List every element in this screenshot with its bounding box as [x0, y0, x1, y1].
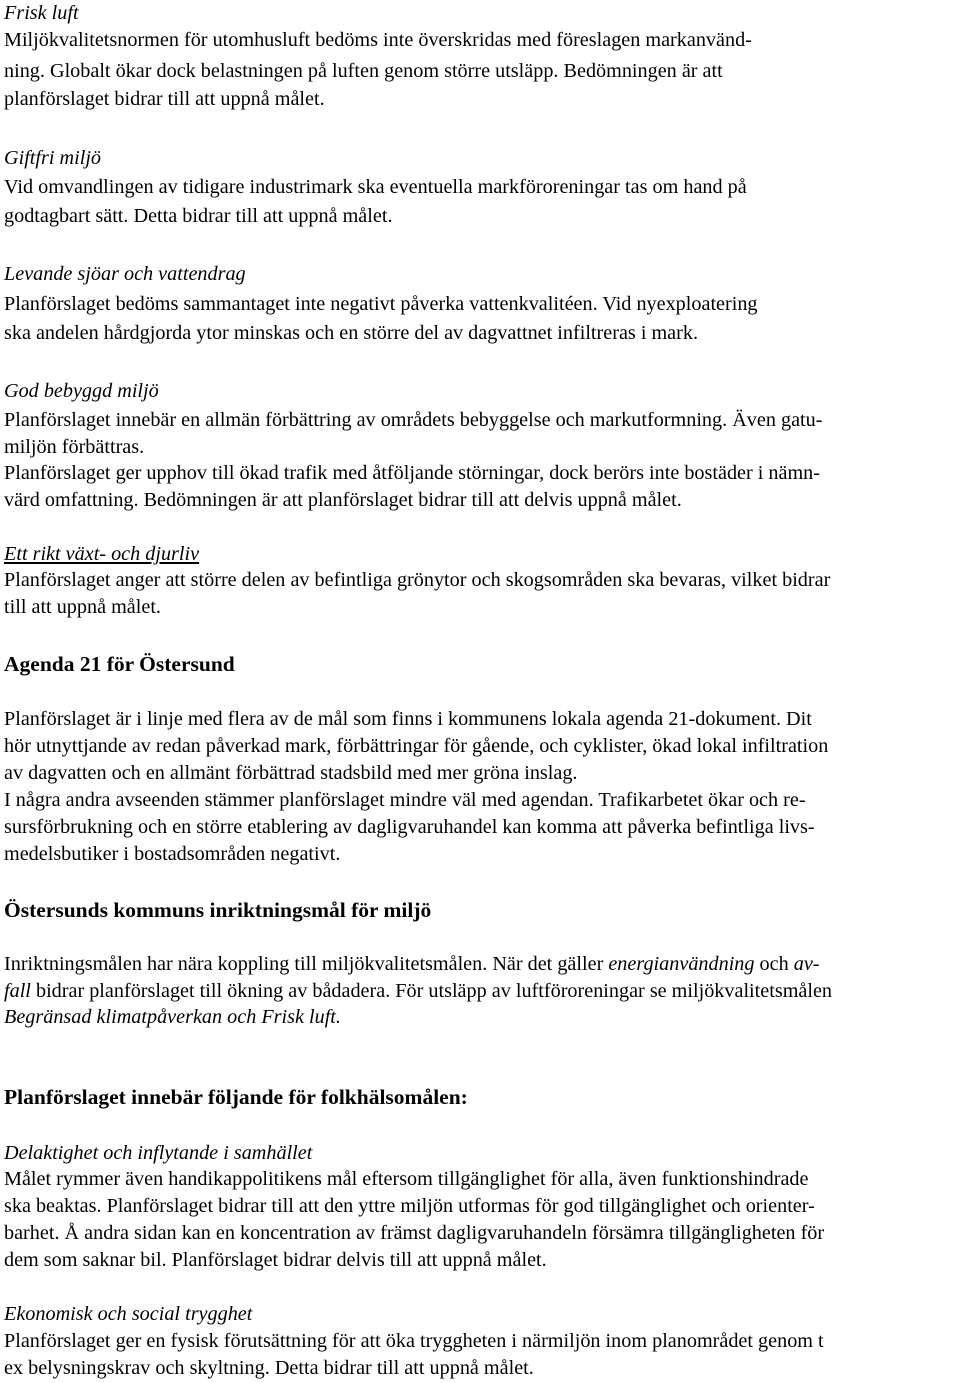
paragraph-line: värd omfattning. Bedömningen är att planförslaget bidrar till att delvis uppnå målet. [4, 489, 682, 511]
paragraph-line: ex belysningskrav och skyltning. Detta bidrar till att uppnå målet. [4, 1357, 534, 1379]
paragraph-line: Planförslaget bedöms sammantaget inte negativt påverka vattenkvalitéen. Vid nyexploatering [4, 293, 758, 315]
paragraph-line: Planförslaget ger upphov till ökad trafik med åtföljande störningar, dock berörs inte bostäder i nämn- [4, 462, 820, 484]
paragraph-line: Planförslaget anger att större delen av befintliga grönytor och skogsområden ska bevaras, vilket bidrar [4, 569, 831, 591]
paragraph-line: medelsbutiker i bostadsområden negativt. [4, 843, 341, 865]
paragraph-line: Planförslaget är i linje med flera av de mål som finns i kommunens lokala agenda 21-dokument. Dit [4, 708, 812, 730]
paragraph-line: Planförslaget ger en fysisk förutsättning för att öka tryggheten i närmiljön inom planområdet genom t [4, 1330, 824, 1352]
text-run: Inriktningsmålen har nära koppling till miljökvalitetsmålen. När det gäller [4, 953, 609, 975]
text-run-italic: energianvändning [608, 953, 755, 975]
paragraph-line: ska beaktas. Planförslaget bidrar till att den yttre miljön utformas för god tillgänglighet och orienter- [4, 1195, 815, 1217]
paragraph-line: ning. Globalt ökar dock belastningen på luften genom större utsläpp. Bedömningen är att [4, 60, 723, 82]
paragraph-line: godtagbart sätt. Detta bidrar till att uppnå målet. [4, 205, 393, 227]
section-heading-ekonomisk-trygghet: Ekonomisk och social trygghet [4, 1303, 253, 1325]
paragraph-line: Planförslaget innebär en allmän förbättring av områdets bebyggelse och markutformning. Även gatu- [4, 409, 823, 431]
paragraph-line: sursförbrukning och en större etablering av dagligvaruhandel kan komma att påverka befintliga livs- [4, 816, 815, 838]
heading-folkhalsomalen: Planförslaget innebär följande för folkhälsomålen: [4, 1085, 468, 1109]
paragraph-line: barhet. Å andra sidan kan en koncentration av främst dagligvaruhandeln försämra tillgängligheten för [4, 1222, 825, 1244]
paragraph-line: Vid omvandlingen av tidigare industrimark ska eventuella markföroreningar tas om hand på [4, 176, 747, 198]
section-heading-frisk-luft: Frisk luft [4, 2, 79, 24]
section-heading-giftfri-miljo: Giftfri miljö [4, 147, 102, 169]
paragraph-line: miljön förbättras. [4, 436, 145, 458]
heading-inriktningsmal: Östersunds kommuns inriktningsmål för miljö [4, 898, 432, 922]
paragraph-line: hör utnyttjande av redan påverkad mark, förbättringar för gående, och cyklister, ökad lokal infiltration [4, 735, 829, 757]
section-heading-delaktighet: Delaktighet och inflytande i samhället [4, 1142, 313, 1164]
paragraph-line [4, 978, 832, 1004]
paragraph-line: I några andra avseenden stämmer planförslaget mindre väl med agendan. Trafikarbetet ökar och re- [4, 789, 806, 811]
text-run: bidrar planförslaget till ökning av bådadera. För utsläpp av luftföroreningar se miljökvalitetsmålen [30, 980, 833, 1002]
section-heading-levande-sjoar: Levande sjöar och vattendrag [4, 263, 246, 285]
paragraph-line: till att uppnå målet. [4, 596, 161, 618]
paragraph-line: Målet rymmer även handikappolitikens mål eftersom tillgänglighet för alla, även funktionshindrade [4, 1168, 809, 1190]
text-run-italic: av- [793, 953, 820, 975]
paragraph-line: Begränsad klimatpåverkan och Frisk luft. [4, 1006, 341, 1028]
paragraph-line [4, 951, 820, 977]
paragraph-line: dem som saknar bil. Planförslaget bidrar delvis till att uppnå målet. [4, 1249, 547, 1271]
paragraph-line: planförslaget bidrar till att uppnå målet. [4, 88, 325, 110]
text-run: och [754, 953, 794, 975]
paragraph-line: av dagvatten och en allmänt förbättrad stadsbild med mer gröna inslag. [4, 762, 578, 784]
section-heading-vaxt-och-djurliv: Ett rikt växt- och djurliv [4, 543, 200, 565]
section-heading-god-bebyggd-miljo: God bebyggd miljö [4, 380, 159, 402]
text-run-italic: fall [4, 980, 31, 1002]
heading-agenda-21: Agenda 21 för Östersund [4, 652, 235, 676]
paragraph-line: ska andelen hårdgjorda ytor minskas och en större del av dagvattnet infiltreras i mark. [4, 322, 698, 344]
paragraph-line: Miljökvalitetsnormen för utomhusluft bedöms inte överskridas med föreslagen markanvänd- [4, 29, 752, 51]
